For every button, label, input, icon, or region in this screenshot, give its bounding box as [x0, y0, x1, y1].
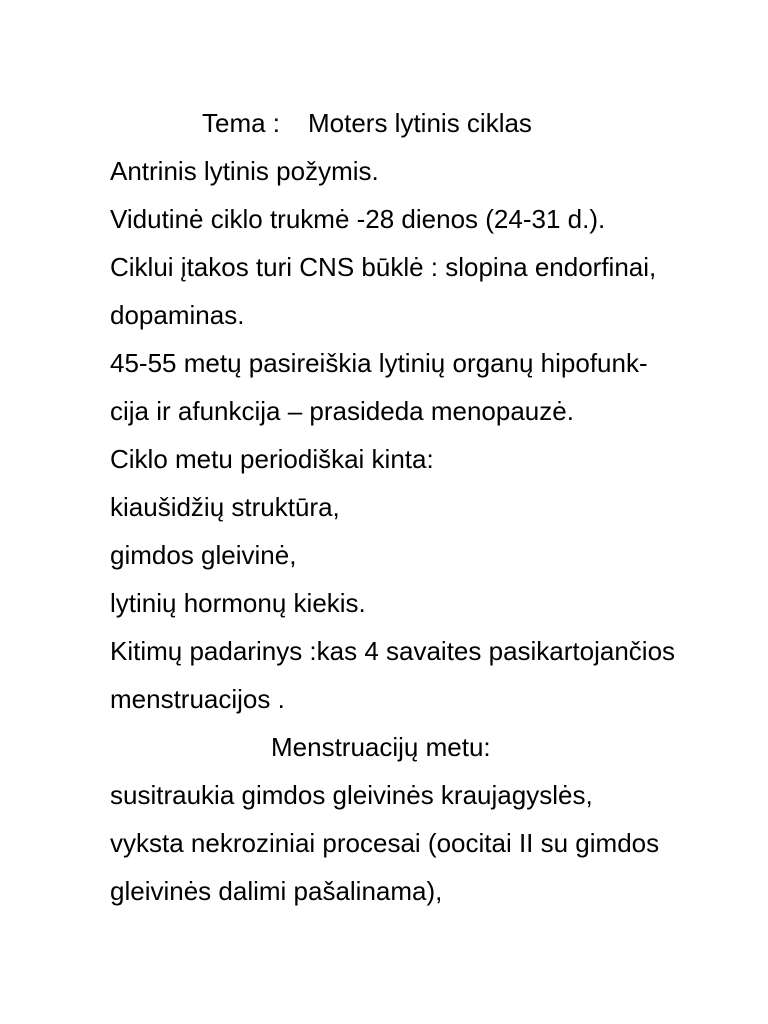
text-line: cija ir afunkcija – prasideda menopauzė.: [110, 396, 574, 426]
text-line: susitraukia gimdos gleivinės kraujagyslės,: [110, 780, 593, 810]
text-line: Antrinis lytinis požymis.: [110, 156, 379, 186]
text-line: kiaušidžių struktūra,: [110, 492, 340, 522]
text-line: Ciklo metu periodiškai kinta:: [110, 444, 434, 474]
title-text: Moters lytinis ciklas: [308, 108, 532, 138]
text-line: gimdos gleivinė,: [110, 540, 297, 570]
text-line: dopaminas.: [110, 300, 245, 330]
text-line: menstruacijos .: [110, 684, 285, 714]
document-title: [202, 107, 532, 139]
text-line: gleivinės dalimi pašalinama),: [110, 876, 443, 906]
text-line: vyksta nekroziniai procesai (oocitai II su gimdos: [110, 828, 660, 858]
text-line: 45-55 metų pasireiškia lytinių organų hipofunk-: [110, 348, 648, 378]
title-prefix: Tema :: [202, 108, 281, 138]
text-line: Kitimų padarinys :kas 4 savaites pasikartojančios: [110, 636, 676, 666]
text-line: lytinių hormonų kiekis.: [110, 588, 366, 618]
section-subheading: Menstruacijų metu:: [271, 732, 491, 762]
text-line: Vidutinė ciklo trukmė -28 dienos (24-31 d.).: [110, 204, 606, 234]
text-line: Ciklui įtakos turi CNS būklė : slopina endorfinai,: [110, 252, 657, 282]
